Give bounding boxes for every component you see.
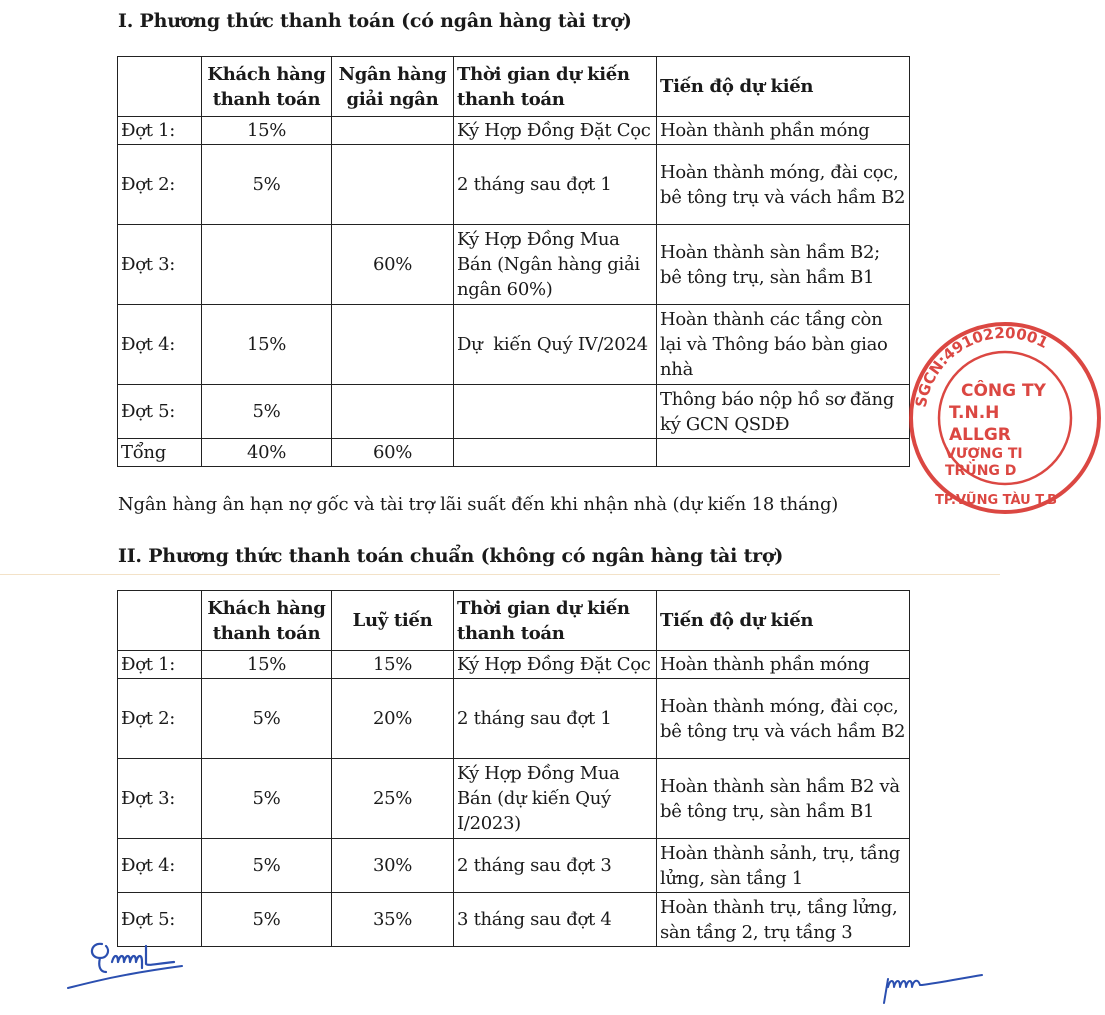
cell: 15% [202,651,332,679]
table-row [118,305,910,385]
cell: Hoàn thành phần móng [657,651,910,679]
header-cell: Ngân hàng giải ngân [332,57,454,117]
cell: 5% [202,679,332,759]
cell [332,305,454,385]
header-cell: Khách hàng thanh toán [202,591,332,651]
seal-text-line: CÔNG TY [961,381,1046,401]
table-total-row [118,439,910,467]
cell: Hoàn thành móng, đài cọc, bê tông trụ và vách hầm B2 [657,679,910,759]
cell: 40% [202,439,332,467]
cell: Hoàn thành sàn hầm B2 và bê tông trụ, sàn hầm B1 [657,759,910,839]
cell: 5% [202,145,332,225]
seal-text-line: T.N.H [949,403,1000,423]
cell [332,385,454,439]
cell [454,385,657,439]
row-label: Đợt 4: [118,305,202,385]
header-cell [118,57,202,117]
payment-table-with-bank [117,56,910,467]
cell: Dự kiến Quý IV/2024 [454,305,657,385]
cell: Ký Hợp Đồng Mua Bán (dự kiến Quý I/2023) [454,759,657,839]
table-row [118,385,910,439]
cell: 15% [332,651,454,679]
row-label: Đợt 2: [118,145,202,225]
table-row [118,893,910,947]
header-cell [118,591,202,651]
seal-ring-text: SGCN:4910220001 [911,323,1052,409]
table-header-row [118,57,910,117]
section-1-heading: I. Phương thức thanh toán (có ngân hàng tài trợ) [118,10,632,32]
cell: Hoàn thành sảnh, trụ, tầng lửng, sàn tầng 1 [657,839,910,893]
cell: 3 tháng sau đợt 4 [454,893,657,947]
header-cell: Tiến độ dự kiến [657,591,910,651]
payment-table-standard [117,590,910,947]
cell: Hoàn thành sàn hầm B2; bê tông trụ, sàn hầm B1 [657,225,910,305]
cell: 15% [202,117,332,145]
cell: 2 tháng sau đợt 1 [454,679,657,759]
row-label: Đợt 5: [118,893,202,947]
cell [657,439,910,467]
row-label: Đợt 3: [118,225,202,305]
company-seal-stamp [905,318,1105,518]
header-cell: Khách hàng thanh toán [202,57,332,117]
cell: 60% [332,225,454,305]
table-header-row [118,591,910,651]
cell [202,225,332,305]
row-label: Đợt 1: [118,651,202,679]
table-row [118,839,910,893]
cell: 20% [332,679,454,759]
cell: 25% [332,759,454,839]
row-label: Đợt 1: [118,117,202,145]
cell: 5% [202,839,332,893]
cell: 5% [202,893,332,947]
row-label: Đợt 3: [118,759,202,839]
cell: 5% [202,385,332,439]
seal-text-line: VƯỢNG TI [945,446,1023,462]
cell [332,117,454,145]
page-fold-line [0,574,1000,575]
section-2-heading: II. Phương thức thanh toán chuẩn (không có ngân hàng tài trợ) [118,545,784,567]
seal-text-line: TP.VŨNG TÀU T.B [935,493,1057,508]
table-row [118,145,910,225]
row-label: Đợt 5: [118,385,202,439]
signature-left [62,932,192,1002]
cell [332,145,454,225]
table-row [118,225,910,305]
seal-text-line: ALLGR [949,425,1011,445]
table-row [118,651,910,679]
cell: 15% [202,305,332,385]
cell: Ký Hợp Đồng Mua Bán (Ngân hàng giải ngân 60%) [454,225,657,305]
cell: 35% [332,893,454,947]
cell: Hoàn thành các tầng còn lại và Thông báo bàn giao nhà [657,305,910,385]
table-row [118,679,910,759]
signature-right [878,965,988,1010]
row-label: Tổng [118,439,202,467]
table-row [118,759,910,839]
table-row [118,117,910,145]
header-cell: Thời gian dự kiến thanh toán [454,57,657,117]
cell: Thông báo nộp hồ sơ đăng ký GCN QSDĐ [657,385,910,439]
cell [454,439,657,467]
cell: Ký Hợp Đồng Đặt Cọc [454,117,657,145]
header-cell: Thời gian dự kiến thanh toán [454,591,657,651]
cell: 60% [332,439,454,467]
cell: 5% [202,759,332,839]
seal-text-line: TRÙNG D [945,463,1017,479]
cell: Hoàn thành móng, đài cọc, bê tông trụ và vách hầm B2 [657,145,910,225]
bank-note: Ngân hàng ân hạn nợ gốc và tài trợ lãi suất đến khi nhận nhà (dự kiến 18 tháng) [118,494,839,515]
row-label: Đợt 2: [118,679,202,759]
header-cell: Tiến độ dự kiến [657,57,910,117]
cell: Hoàn thành phần móng [657,117,910,145]
row-label: Đợt 4: [118,839,202,893]
cell: Hoàn thành trụ, tầng lửng, sàn tầng 2, trụ tầng 3 [657,893,910,947]
cell: 30% [332,839,454,893]
header-cell: Luỹ tiến [332,591,454,651]
cell: Ký Hợp Đồng Đặt Cọc [454,651,657,679]
cell: 2 tháng sau đợt 3 [454,839,657,893]
cell: 2 tháng sau đợt 1 [454,145,657,225]
